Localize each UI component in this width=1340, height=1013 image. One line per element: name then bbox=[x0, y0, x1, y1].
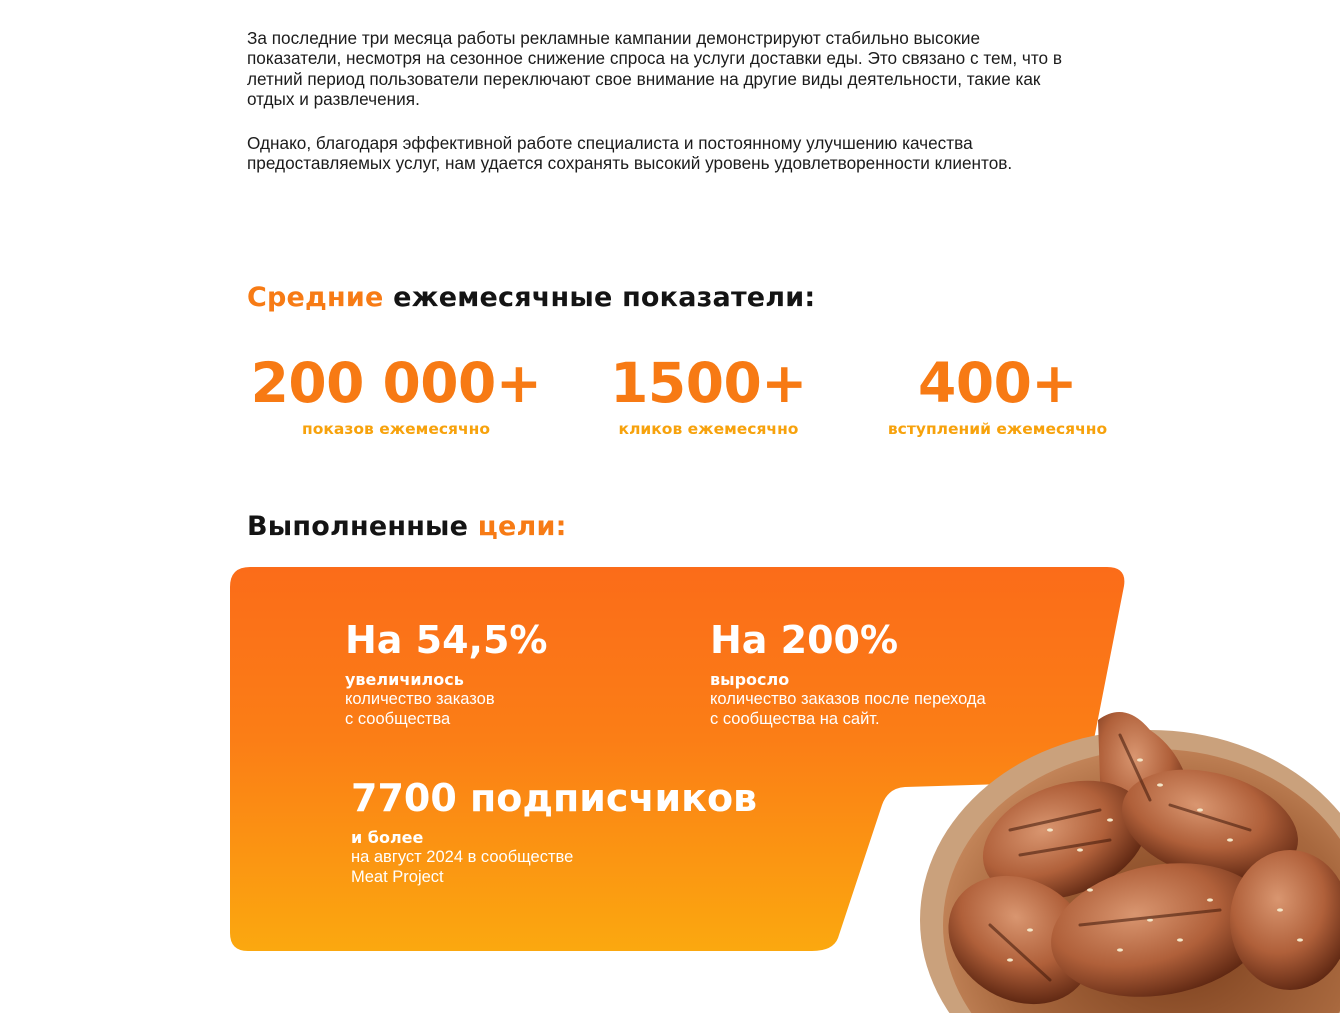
intro-paragraph-2: Однако, благодаря эффективной работе специалиста и постоянному улучшению качества предоставляемых услуг, нам удается сохранять высокий уровень удовлетворенности клиентов. bbox=[247, 133, 1013, 174]
goals-heading-rest: Выполненные bbox=[247, 511, 478, 542]
goal-desc-line-1: количество заказов bbox=[345, 690, 495, 708]
stat-caption: показов ежемесячно bbox=[302, 420, 490, 438]
goal-lead: и более bbox=[351, 828, 424, 847]
intro-paragraph-1: За последние три месяца работы рекламные кампании демонстрируют стабильно высокие показатели, несмотря на сезонное снижение спроса на услуги доставки еды. Это связано с тем, что в летний период пользователи переключают свое внимание на другие виды деятельности, такие как отдых и развлечения. bbox=[247, 28, 1063, 109]
stat-caption: кликов ежемесячно bbox=[618, 420, 799, 438]
goal-value: На 54,5% bbox=[345, 618, 548, 662]
goal-value: 7700 подписчиков bbox=[351, 776, 758, 820]
stat-caption: вступлений ежемесячно bbox=[887, 420, 1108, 438]
goal-desc-line-2: с сообщества bbox=[345, 710, 451, 728]
goal-desc-line-1: на август 2024 в сообществе bbox=[351, 848, 574, 866]
goal-desc-line-1: количество заказов после перехода bbox=[710, 690, 986, 708]
stat-value: 200 000+ bbox=[250, 351, 542, 415]
goal-lead: увеличилось bbox=[345, 670, 464, 689]
goals-heading-accent: цели: bbox=[477, 511, 567, 542]
averages-heading-rest: ежемесячные показатели: bbox=[383, 282, 816, 313]
goal-subscribers bbox=[351, 776, 757, 887]
goal-value: На 200% bbox=[710, 618, 899, 662]
goal-orders-increase bbox=[345, 618, 548, 729]
averages-heading-accent: Средние bbox=[247, 282, 384, 313]
goal-desc-line-2: Meat Project bbox=[351, 868, 444, 886]
goal-desc-line-2: с сообщества на сайт. bbox=[710, 710, 880, 728]
stat-value: 400+ bbox=[918, 351, 1077, 415]
stat-value: 1500+ bbox=[610, 351, 807, 415]
goal-lead: выросло bbox=[710, 670, 790, 689]
chicken-wings-bowl-image bbox=[850, 690, 1340, 1013]
